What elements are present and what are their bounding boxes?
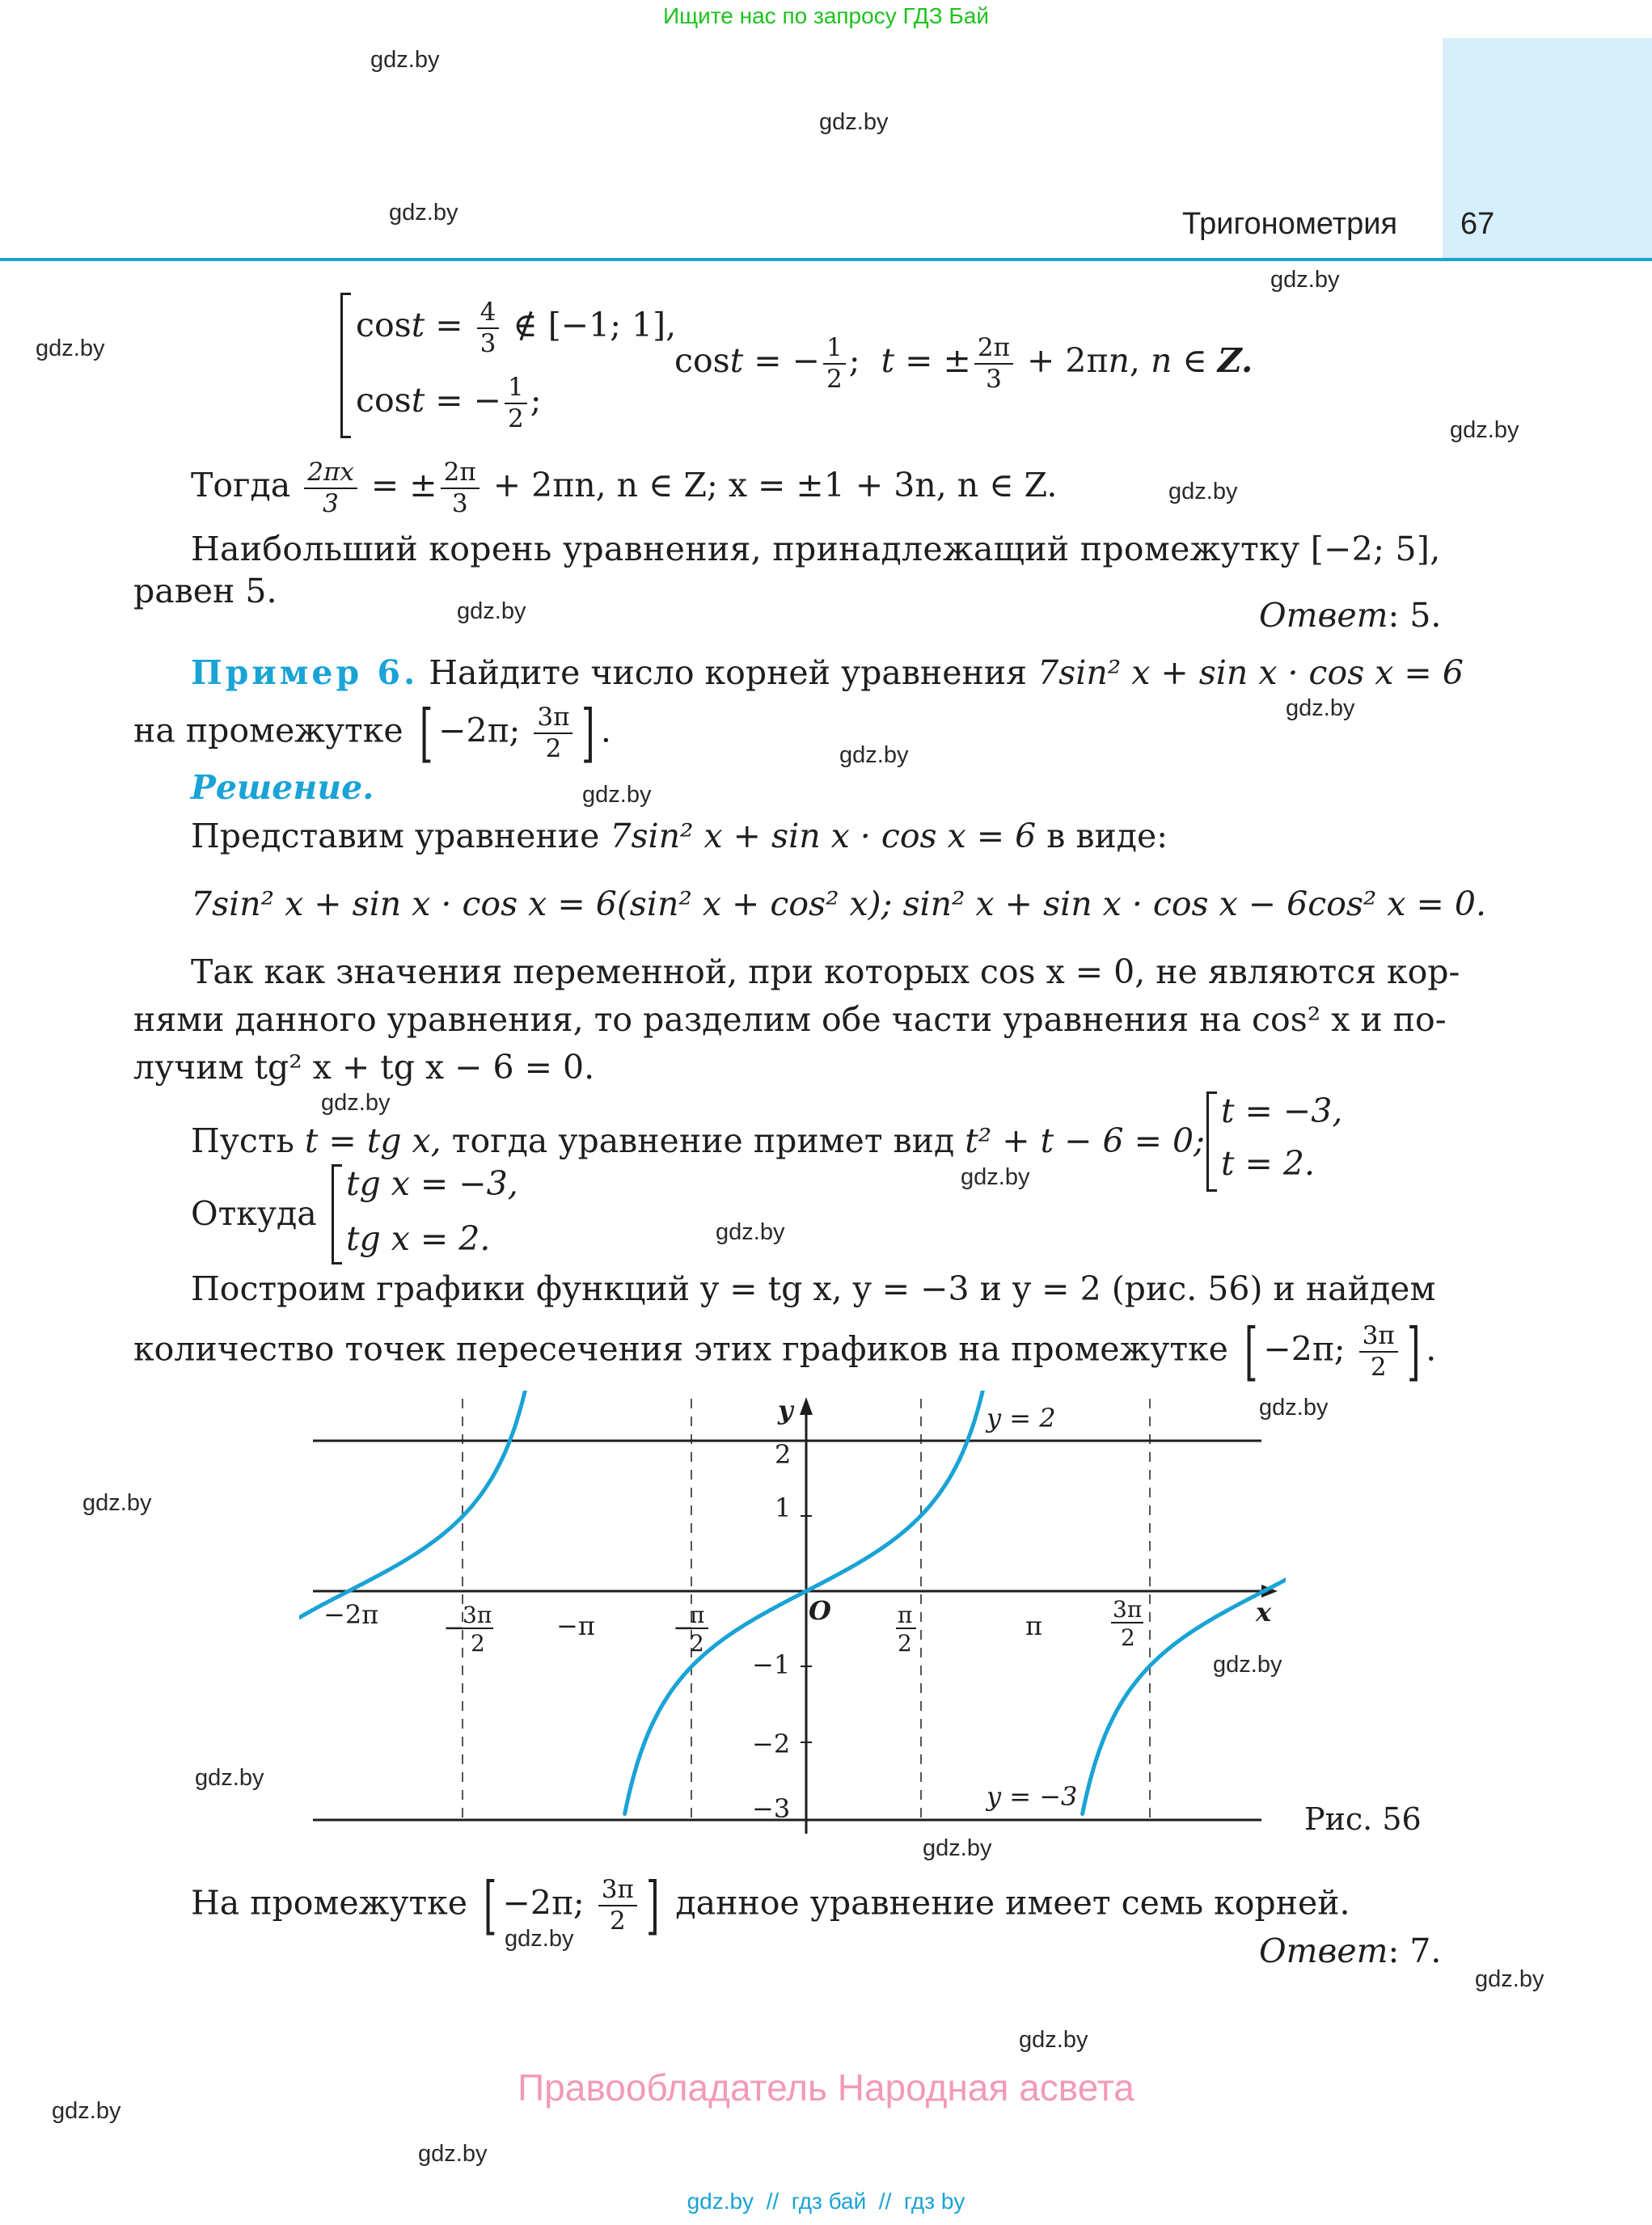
axis-y-label: y: [778, 1395, 793, 1425]
watermark: gdz.by: [370, 47, 440, 73]
let-sys2: t = 2.: [1221, 1144, 1316, 1183]
watermark: gdz.by: [1213, 1652, 1282, 1678]
conclusion-line: На промежутке [ −2π; $\frac{3\pi}{2}$ ] данное уравнение имеет семь корней.: [191, 1869, 1350, 1942]
footer-links[interactable]: gdz.by // гдз бай // гдз by: [687, 2189, 965, 2214]
let-bracket: [1206, 1091, 1217, 1192]
watermark: gdz.by: [1019, 2027, 1088, 2053]
watermark: gdz.by: [457, 598, 526, 624]
xlabel-m3pi2-sign: −: [443, 1612, 465, 1643]
largest-root-line1: Наибольший корень уравнения, принадлежащий промежутку [−2; 5],: [191, 530, 1441, 568]
ytick-2: 2: [775, 1439, 792, 1470]
whence-sys1: tg x = −3,: [346, 1164, 518, 1203]
watermark: gdz.by: [1259, 1395, 1329, 1421]
xlabel-m2pi: −2π: [323, 1599, 379, 1630]
watermark: gdz.by: [1168, 479, 1238, 505]
watermark: gdz.by: [36, 336, 105, 361]
ytick-1: 1: [775, 1492, 792, 1523]
graph-line1: Построим графики функций y = tg x, y = −3 и y = 2 (рис. 56) и найдем: [191, 1269, 1436, 1308]
whence-bracket: [332, 1164, 342, 1264]
watermark: gdz.by: [82, 1490, 152, 1516]
figure-caption: Рис. 56: [1304, 1801, 1422, 1837]
then-line: Тогда $\frac{2\pi x}{3}$ = ± $\frac{2\pi}{3}$ + 2πn, n ∈ Z; x = ±1 + 3n, n ∈ Z.: [191, 458, 1058, 518]
watermark: gdz.by: [321, 1090, 391, 1116]
y2-label: y = 2: [987, 1403, 1056, 1433]
xlabel-pi2-num: π: [898, 1602, 913, 1628]
ym3-label: y = −3: [987, 1781, 1078, 1812]
let-line: Пусть t = tg x, тогда уравнение примет вид t² + t − 6 = 0;: [191, 1121, 1205, 1160]
section-title: Тригонометрия: [1182, 207, 1398, 241]
y-arrow: [800, 1397, 813, 1415]
xlabel-mpi2-num: π: [690, 1602, 705, 1628]
ytick-m3: −3: [752, 1793, 791, 1824]
tangent-figure: [299, 1391, 1286, 1835]
watermark: gdz.by: [923, 1835, 992, 1861]
xlabel-3pi2-den: 2: [1121, 1624, 1135, 1651]
ytick-m1: −1: [752, 1649, 791, 1680]
watermark: gdz.by: [195, 1765, 264, 1791]
solution-label: Решение.: [191, 768, 374, 807]
whence-sys2: tg x = 2.: [346, 1219, 491, 1258]
watermark: gdz.by: [716, 1219, 785, 1245]
top-banner: Ищите нас по запросу ГДЗ Бай: [662, 3, 990, 28]
axis-x-label: x: [1256, 1597, 1272, 1628]
ytick-m2: −2: [752, 1729, 791, 1759]
system-bracket: [340, 293, 351, 438]
xlabel-m3pi2-den: 2: [471, 1630, 485, 1657]
page-number: 67: [1460, 207, 1495, 241]
para1-l3: лучим tg² x + tg x − 6 = 0.: [133, 1048, 595, 1087]
xlabel-pi2-den: 2: [898, 1630, 912, 1657]
largest-root-line2: равен 5.: [133, 572, 277, 610]
system1-line1: cost = $\frac{4}{3}$ ∉ [−1; 1],: [356, 298, 677, 358]
watermark: gdz.by: [961, 1164, 1030, 1190]
graph-line2: количество точек пересечения этих графиков на промежутке [ −2π; $\frac{3\pi}{2}$ ] .: [133, 1315, 1437, 1388]
xlabel-pi: π: [1025, 1611, 1043, 1641]
solution-line2: 7sin² x + sin x · cos x = 6(sin² x + cos² x); sin² x + sin x · cos x − 6cos² x = 0.: [191, 885, 1487, 923]
answer-5: Ответ: 5.: [1259, 596, 1442, 635]
solution-line1: Представим уравнение 7sin² x + sin x · cos x = 6 в виде:: [191, 817, 1168, 855]
system1-result: cost = − $\frac{1}{2}$ ; t = ± $\frac{2\pi}{3}$ + 2πn, n ∈ Z.: [674, 333, 1253, 394]
watermark: gdz.by: [1270, 267, 1340, 293]
example6-line1: Пример 6. Найдите число корней уравнения 7sin² x + sin x · cos x = 6: [191, 653, 1464, 692]
origin-label: O: [809, 1595, 831, 1626]
answer-7: Ответ: 7.: [1259, 1932, 1442, 1970]
watermark: gdz.by: [839, 742, 909, 768]
copyright: Правообладатель Народная асвета: [518, 2067, 1134, 2109]
watermark: gdz.by: [1450, 417, 1519, 443]
watermark: gdz.by: [52, 2098, 121, 2124]
watermark: gdz.by: [1286, 695, 1355, 721]
header-rule: [0, 258, 1652, 261]
watermark: gdz.by: [1475, 1966, 1544, 1992]
example6-line2: на промежутке [ −2π; $\frac{3\pi}{2}$ ] .: [133, 697, 611, 770]
whence-word: Откуда: [191, 1194, 317, 1233]
xlabel-3pi2-num: 3π: [1113, 1596, 1143, 1623]
watermark: gdz.by: [389, 200, 458, 226]
watermark: gdz.by: [505, 1926, 574, 1952]
para1-l1: Так как значения переменной, при которых cos x = 0, не являются кор-: [191, 952, 1460, 991]
watermark: gdz.by: [418, 2141, 488, 2167]
para1-l2: нями данного уравнения, то разделим обе части уравнения на cos² x и по-: [133, 1000, 1447, 1039]
xlabel-m3pi2-num: 3π: [463, 1602, 492, 1628]
xlabel-mpi2-den: 2: [690, 1630, 704, 1657]
let-sys1: t = −3,: [1221, 1091, 1343, 1130]
xlabel-mpi: −π: [556, 1611, 595, 1641]
xlabel-mpi2-sign: −: [673, 1612, 695, 1643]
system1-line2: cost = − $\frac{1}{2}$ ;: [356, 373, 542, 433]
watermark: gdz.by: [819, 109, 889, 135]
watermark: gdz.by: [582, 782, 652, 808]
